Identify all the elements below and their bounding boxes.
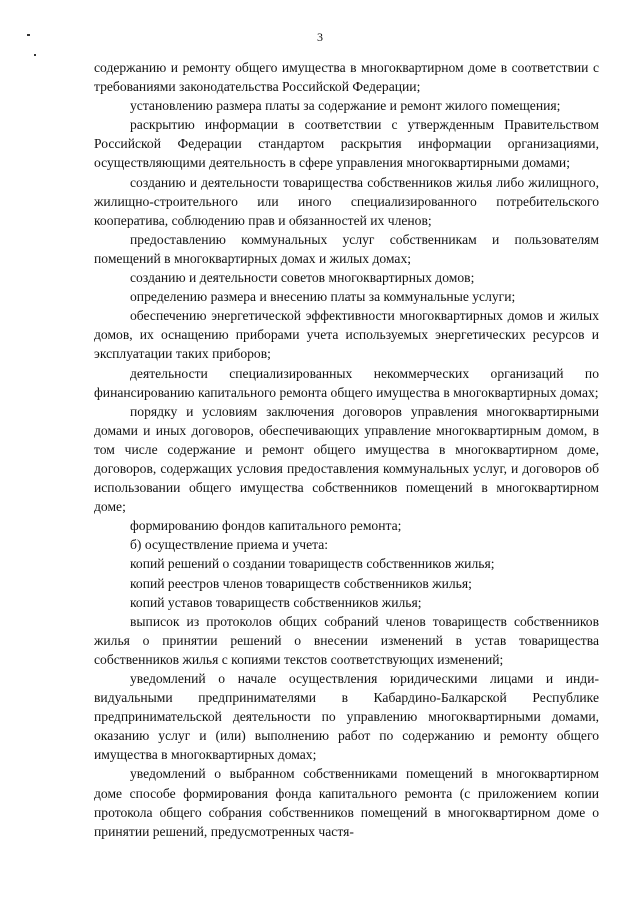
paragraph: порядку и условиям заключения договоров управления многоквартирными домами и иных договоров, обеспечивающих управление многоквартирным домом, в том числе содержание и ремонт общего имущества в многоквартирном доме, договоров, содержащих условия предоставления коммунальных услуг, и договоров об использовании общего имущества собственников помещений в многоквартирном доме; bbox=[94, 403, 599, 515]
paragraph: содержанию и ремонту общего имущества в многоквартирном доме в соответствии с требованиями законодательства Российской Федерации; bbox=[94, 60, 599, 95]
scan-speck bbox=[34, 54, 36, 56]
paragraph: выписок из протоколов общих собраний членов товариществ собственников жилья о принятии решений о внесении изменений в устав товарищества собственников жилья с копиями текстов соответствующих изменений; bbox=[94, 613, 599, 667]
paragraph: установлению размера платы за содержание и ремонт жилого помещения; bbox=[130, 98, 561, 114]
paragraph: определению размера и внесению платы за коммунальные услуги; bbox=[130, 289, 516, 305]
page-number: 3 bbox=[317, 30, 323, 44]
paragraph: созданию и деятельности советов многоквартирных домов; bbox=[130, 270, 475, 286]
paragraph: копий уставов товариществ собственников жилья; bbox=[130, 594, 422, 610]
paragraph: формированию фондов капитального ремонта; bbox=[130, 518, 402, 534]
paragraph: копий решений о создании товариществ собственников жилья; bbox=[130, 556, 495, 572]
paragraph: б) осуществление приема и учета: bbox=[130, 537, 329, 553]
paragraph: предоставлению коммунальных услуг собственникам и пользователям помещений в многоквартирных домах и жилых домах; bbox=[94, 231, 599, 266]
paragraph: копий реестров членов товариществ собственников жилья; bbox=[130, 575, 472, 591]
paragraph: созданию и деятельности товарищества собственников жилья либо жилищного, жилищно-строительного или иного специализированного потребительского кооператива, соблюдению прав и обязанностей их членов; bbox=[94, 174, 599, 228]
paragraph: уведомлений о начале осуществления юридическими лицами и индивидуальными предпринимателями в Кабардино-Балкарской Республике предпринимательской деятельности по управлению многоквартирными домами, оказанию услуг и (или) выполнению работ по содержанию и ремонту общего имущества в многоквартирных домах; bbox=[94, 671, 599, 763]
paragraph: обеспечению энергетической эффективности многоквартирных домов и жилых домов, их оснащению приборами учета используемых энергетических ресурсов и эксплуатации таких приборов; bbox=[94, 308, 599, 362]
paragraph: раскрытию информации в соответствии с утвержденным Правительством Российской Федерации стандартом раскрытия информации организациями, осуществляющими деятельность в сфере управления многоквартирными домами; bbox=[94, 117, 599, 171]
document-body bbox=[94, 58, 599, 841]
paragraph: деятельности специализированных некоммерческих организаций по финансированию капитального ремонта общего имущества в многоквартирных домах; bbox=[94, 365, 599, 400]
paragraph: уведомлений о выбранном собственниками помещений в многоквартирном доме способе формирования фонда капитального ремонта (с приложением копии протокола общего собрания собственников помещений в многоквартирном доме о принятии решений, предусмотренных частя- bbox=[94, 766, 599, 839]
